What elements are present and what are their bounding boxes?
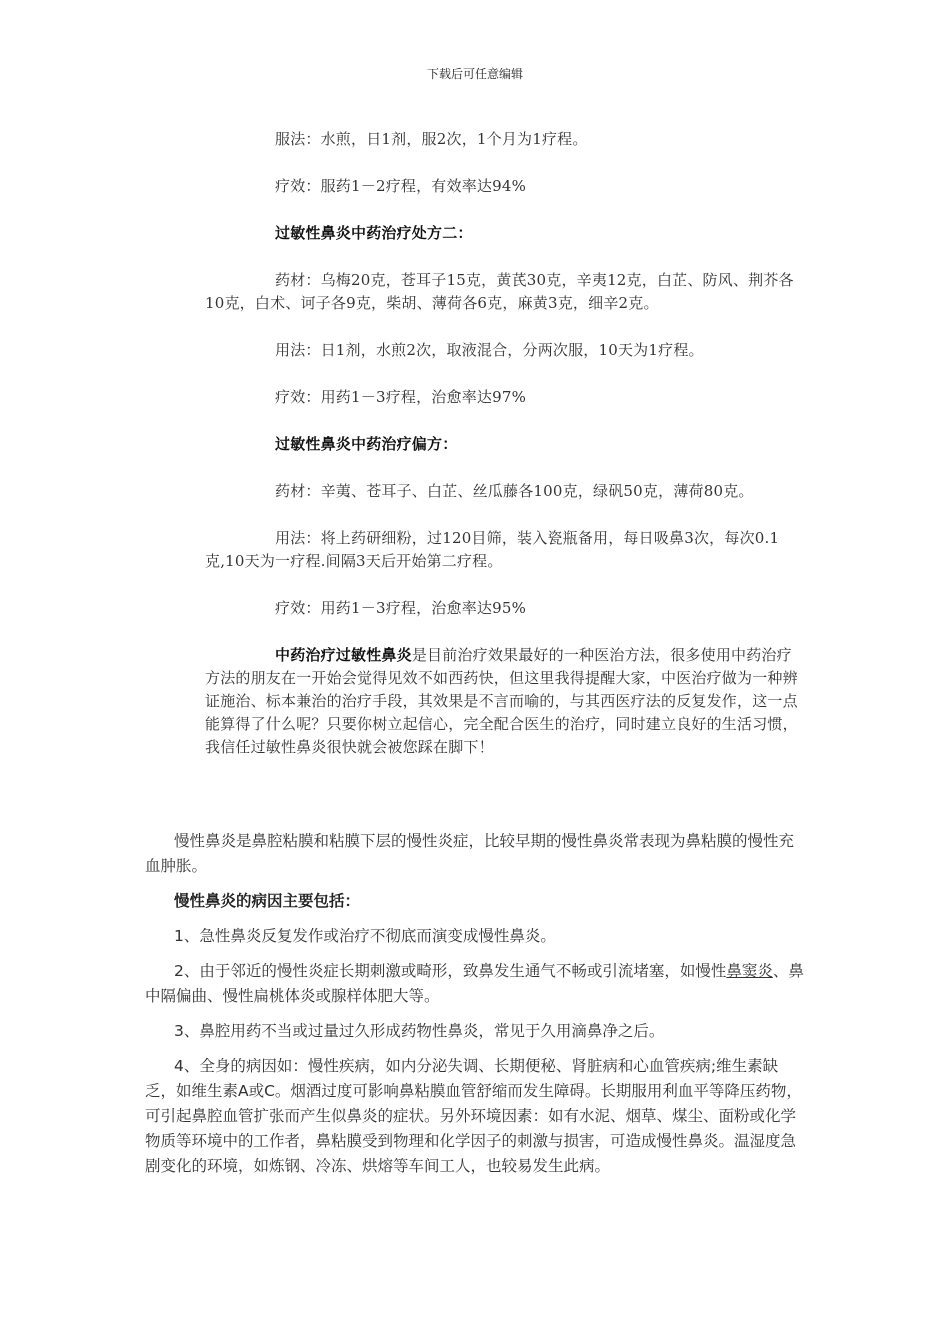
- efficacy-paragraph: 疗效：服药1－2疗程，有效率达94%: [275, 177, 527, 195]
- sinusitis-link[interactable]: 鼻窦炎: [726, 962, 773, 980]
- dosage-paragraph: 服法：水煎，日1剂，服2次，1个月为1疗程。: [275, 130, 588, 148]
- usage-paragraph: 用法：日1剂，水煎2次，取液混合，分两次服，10天为1疗程。: [275, 341, 704, 359]
- prescription-section: [205, 128, 800, 783]
- folk-efficacy-paragraph: 疗效：用药1－3疗程，治愈率达95%: [275, 599, 527, 617]
- cause-item-2-text-end: 、鼻中隔偏曲、慢性扁桃体炎或腺样体肥大等。: [145, 962, 804, 1005]
- causes-heading: 慢性鼻炎的病因主要包括：: [174, 892, 361, 910]
- cause-item-2: [145, 959, 805, 1009]
- cause-item-3: 3、鼻腔用药不当或过量过久形成药物性鼻炎，常见于久用滴鼻净之后。: [174, 1022, 665, 1040]
- summary-text: 是目前治疗效果最好的一种医治方法，很多使用中药治疗方法的朋友在一开始会觉得见效不如西药快，但这里我得提醒大家，中医治疗做为一种辨证施治、标本兼治的治疗手段，其效果是不言而喻的，与其西医疗法的反复发作，这一点能算得了什么呢？只要你树立起信心，完全配合医生的治疗，同时建立良好的生活习惯，我信任过敏性鼻炎很快就会被您踩在脚下！: [205, 646, 798, 756]
- summary-paragraph: [205, 644, 800, 759]
- cause-item-4: 4、全身的病因如：慢性疾病，如内分泌失调、长期便秘、肾脏病和心血管疾病;维生素缺乏，如维生素A或C。烟酒过度可影响鼻粘膜血管舒缩而发生障碍。长期服用利血平等降压药物，可引起鼻腔血管扩张而产生似鼻炎的症状。另外环境因素：如有水泥、烟草、煤尘、面粉或化学物质等环境中的工作者，鼻粘膜受到物理和化学因子的刺激与损害，可造成慢性鼻炎。温湿度急剧变化的环境，如炼钢、冷冻、烘熔等车间工人，也较易发生此病。: [145, 1057, 802, 1175]
- page-header: 下载后可任意编辑: [426, 67, 523, 81]
- efficacy-paragraph-two: 疗效：用药1－3疗程，治愈率达97%: [275, 388, 527, 406]
- chronic-rhinitis-section: [145, 829, 805, 1189]
- folk-ingredients-paragraph: 药材：辛荑、苍耳子、白芷、丝瓜藤各100克，绿矾50克，薄荷80克。: [275, 482, 754, 500]
- folk-remedy-heading: 过敏性鼻炎中药治疗偏方：: [275, 435, 458, 453]
- intro-paragraph: 慢性鼻炎是鼻腔粘膜和粘膜下层的慢性炎症，比较早期的慢性鼻炎常表现为鼻粘膜的慢性充血肿胀。: [145, 832, 795, 875]
- folk-usage-paragraph: 用法：将上药研细粉，过120目筛，装入瓷瓶备用，每日吸鼻3次，每次0.1克,10天为一疗程.间隔3天后开始第二疗程。: [205, 529, 780, 570]
- ingredients-paragraph: 药材：乌梅20克，苍耳子15克，黄芪30克，辛夷12克，白芷、防风、荆芥各10克，白术、诃子各9克，柴胡、薄荷各6克，麻黄3克，细辛2克。: [205, 271, 794, 312]
- cause-item-2-text: 2、由于邻近的慢性炎症长期刺激或畸形，致鼻发生通气不畅或引流堵塞，如慢性: [174, 962, 727, 980]
- cause-item-1: 1、急性鼻炎反复发作或治疗不彻底而演变成慢性鼻炎。: [174, 927, 556, 945]
- summary-bold-phrase: 中药治疗过敏性鼻炎: [275, 646, 412, 664]
- prescription-two-heading: 过敏性鼻炎中药治疗处方二：: [275, 224, 473, 242]
